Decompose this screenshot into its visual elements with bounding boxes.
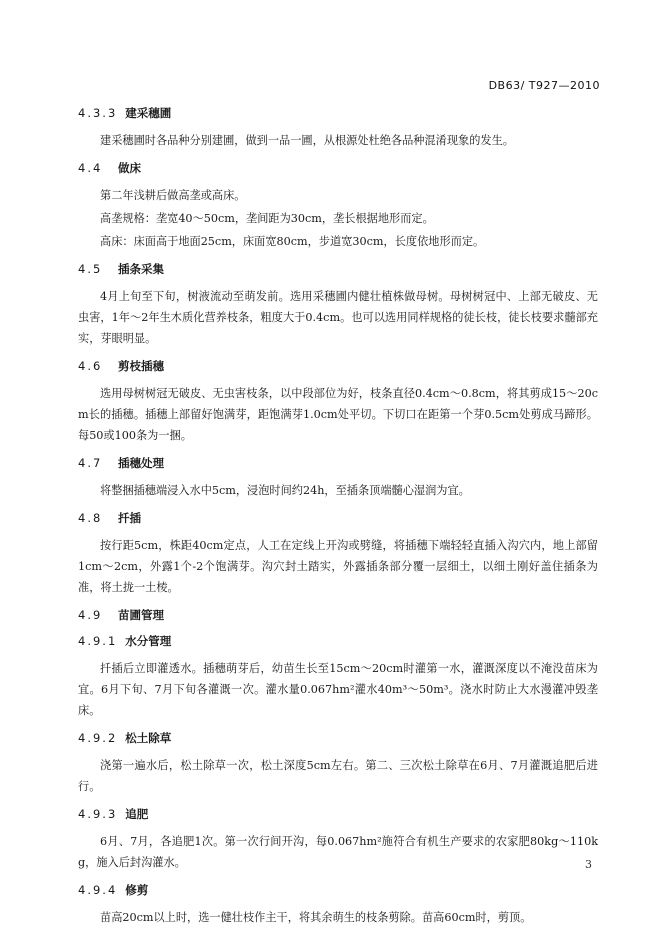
section-title: 插穗处理: [118, 456, 164, 470]
section-number: 4.8: [78, 511, 103, 525]
section-number: 4.3.3: [78, 106, 118, 120]
paragraph: 浇第一遍水后，松土除草一次，松土深度5cm左右。第二、三次松土除草在6月、7月灌溉追肥后进行。: [78, 759, 598, 793]
section-number: 4.9.1: [78, 634, 118, 648]
section-title: 剪枝插穗: [118, 359, 164, 373]
section-heading: [78, 261, 598, 278]
section-number: 4.9.3: [78, 807, 118, 821]
section-number: 4.4: [78, 161, 103, 175]
section-title: 追肥: [125, 807, 149, 821]
paragraph: 高垄规格：垄宽40～50cm，垄间距为30cm，垄长根据地形而定。: [100, 212, 434, 225]
paragraph: 苗高20cm以上时，选一健壮枝作主干，将其余萌生的枝条剪除。苗高60cm时，剪顶。: [100, 911, 532, 924]
paragraph: 将整捆插穗端浸入水中5cm，浸泡时间约24h，至插条顶端髓心湿润为宜。: [100, 484, 470, 497]
paragraph: 建采穗圃时各品种分别建圃，做到一品一圃，从根源处杜绝各品种混淆现象的发生。: [100, 134, 514, 147]
section-heading: [78, 105, 598, 122]
section-title: 扦插: [118, 511, 141, 525]
paragraph: 选用母树树冠无破皮、无虫害枝条，以中段部位为好，枝条直径0.4cm～0.8cm，将其剪成15～20cm长的插穗。插穗上部留好饱满芽，距饱满芽1.0cm处平切。下切口在距第一个芽0.5cm处剪成马蹄形。每50或100条为一捆。: [78, 387, 598, 442]
section-heading: [78, 806, 598, 823]
section-number: 4.5: [78, 262, 103, 276]
section-title: 插条采集: [118, 262, 164, 276]
section-title: 建采穗圃: [125, 106, 172, 120]
standard-code: DB63/ T927—2010: [488, 79, 600, 92]
document-body: [78, 105, 598, 930]
section-title: 松土除草: [125, 731, 172, 745]
paragraph: 第二年浅耕后做高垄或高床。: [100, 189, 246, 202]
section-heading: [78, 730, 598, 747]
paragraph: 按行距5cm，株距40cm定点，人工在定线上开沟或劈缝，将插穗下端轻轻直插入沟穴内，地上部留1cm～2cm，外露1个-2个饱满芽。沟穴封土踏实，外露插条部分覆一层细土，以细土刚好盖住插条为准，将土拢一土棱。: [78, 539, 598, 594]
page-number: 3: [585, 858, 592, 871]
section-heading: [78, 882, 598, 899]
paragraph: 扦插后立即灌透水。插穗萌芽后，幼苗生长至15cm～20cm时灌第一水，灌溉深度以不淹没苗床为宜。6月下旬、7月下旬各灌溉一次。灌水量0.067hm²灌水40m³～50m³。浇水时防止大水漫灌冲毁垄床。: [78, 662, 598, 717]
section-number: 4.9.2: [78, 731, 118, 745]
section-heading: [78, 607, 598, 624]
section-number: 4.9: [78, 608, 103, 622]
paragraph: 4月上旬至下旬，树液流动至萌发前。选用采穗圃内健壮植株做母树。母树树冠中、上部无破皮、无虫害，1年～2年生木质化营养枝条，粗度大于0.4cm。也可以选用同样规格的徒长枝，徒长枝要求髓部充实，芽眼明显。: [78, 290, 598, 345]
section-heading: [78, 633, 598, 650]
section-title: 修剪: [125, 883, 149, 897]
section-heading: [78, 510, 598, 527]
section-heading: [78, 358, 598, 375]
section-number: 4.9.4: [78, 883, 118, 897]
section-title: 水分管理: [125, 634, 172, 648]
section-heading: [78, 455, 598, 472]
section-number: 4.6: [78, 359, 103, 373]
paragraph: 高床：床面高于地面25cm，床面宽80cm，步道宽30cm，长度依地形而定。: [100, 235, 485, 248]
section-number: 4.7: [78, 456, 103, 470]
section-heading: [78, 160, 598, 177]
paragraph: 6月、7月，各追肥1次。第一次行间开沟，每0.067hm²施符合有机生产要求的农家肥80kg～110kg，施入后封沟灌水。: [78, 835, 598, 869]
section-title: 做床: [118, 161, 141, 175]
section-title: 苗圃管理: [118, 608, 164, 622]
